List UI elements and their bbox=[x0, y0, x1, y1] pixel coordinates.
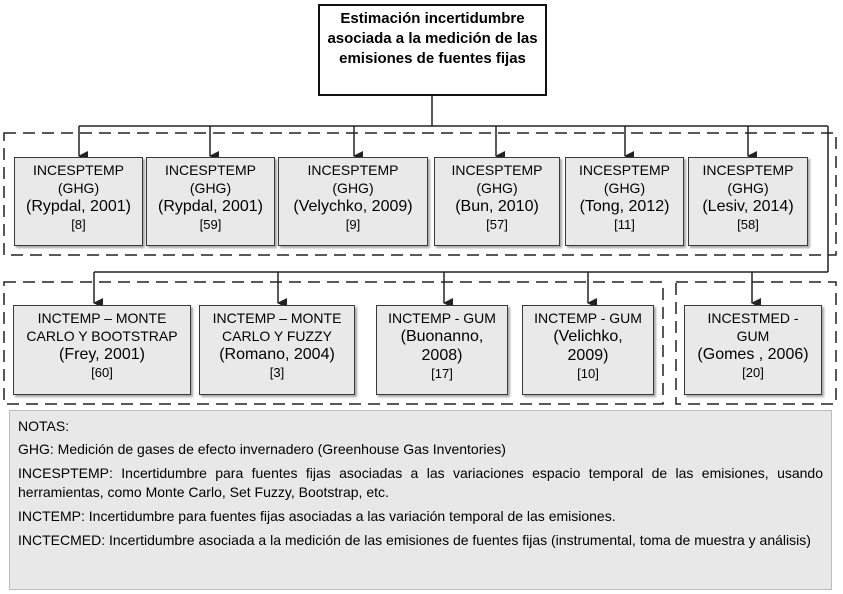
node-line-4: [3] bbox=[269, 365, 285, 380]
node-incesptemp-bun-57 bbox=[434, 157, 560, 246]
node-line-2: (GHG) bbox=[189, 180, 232, 196]
notes-title: NOTAS: bbox=[18, 418, 70, 434]
node-inctemp-gum-buonanno-17 bbox=[376, 305, 508, 395]
node-line-3: (Frey, 2001) bbox=[59, 346, 145, 363]
node-line-2: GUM bbox=[736, 328, 770, 344]
node-line-4: [59] bbox=[199, 217, 222, 232]
note-inctemp: INCTEMP: Incertidumbre para fuentes fijas asociadas a las variación temporal de las emisiones. bbox=[18, 508, 616, 524]
node-line-3: (Tong, 2012) bbox=[579, 198, 670, 215]
node-line-3: (Velychko, 2009) bbox=[293, 198, 413, 215]
node-line-4: [10] bbox=[577, 366, 599, 381]
node-line-4: [20] bbox=[742, 365, 764, 380]
root-line-4: fijas bbox=[495, 50, 526, 67]
node-inctemp-romano-3 bbox=[199, 305, 355, 395]
node-line-1: INCTEMP – MONTE bbox=[37, 310, 167, 326]
node-inctemp-frey-60 bbox=[13, 305, 191, 395]
node-line-1: INCESPTEMP bbox=[164, 162, 256, 178]
node-line-4: [57] bbox=[486, 217, 508, 232]
node-line-4: [58] bbox=[737, 217, 759, 232]
node-line-3: (Rypdal, 2001) bbox=[26, 198, 131, 215]
node-line-3: (Romano, 2004) bbox=[219, 346, 335, 363]
node-line-3: (Bun, 2010) bbox=[455, 198, 539, 215]
node-line-2: CARLO Y FUZZY bbox=[222, 328, 332, 344]
node-line-4: [8] bbox=[71, 217, 86, 232]
node-line-4: [9] bbox=[345, 217, 361, 232]
root-node bbox=[318, 4, 547, 96]
node-line-1: INCESPTEMP bbox=[702, 162, 794, 178]
node-line-3: 2008) bbox=[421, 347, 463, 364]
note-incesptemp: INCESPTEMP: Incertidumbre para fuentes fijas asociadas a las variaciones espacio temporal de las emisiones, usando herramientas, como Monte Carlo, Set Fuzzy, Bootstrap, etc. bbox=[18, 465, 823, 500]
node-line-4: [60] bbox=[91, 365, 113, 380]
node-incesptemp-velychko-9 bbox=[278, 157, 428, 246]
node-incestmed-gomes-20 bbox=[684, 305, 822, 395]
node-line-2: (GHG) bbox=[332, 180, 374, 196]
node-incesptemp-lesiv-58 bbox=[688, 157, 808, 246]
node-line-1: INCESPTEMP bbox=[578, 162, 670, 178]
node-line-3: (Gomes , 2006) bbox=[697, 346, 809, 363]
root-line-2: asociada a la medición de bbox=[327, 30, 513, 47]
node-line-3: 2009) bbox=[567, 347, 609, 364]
notes-panel bbox=[9, 410, 832, 590]
node-line-2: (GHG) bbox=[727, 180, 769, 196]
node-line-1: INCTEMP - GUM bbox=[388, 310, 496, 326]
root-line-1: Estimación incertidumbre bbox=[340, 10, 525, 27]
node-line-2: (GHG) bbox=[603, 180, 646, 196]
node-line-1: INCESPTEMP bbox=[451, 162, 543, 178]
node-incesptemp-rypdal-59 bbox=[146, 157, 275, 246]
node-line-1: INCTEMP – MONTE bbox=[212, 310, 342, 326]
node-inctemp-gum-velichko-10 bbox=[522, 305, 654, 395]
node-line-1: INCESPTEMP bbox=[307, 162, 399, 178]
note-inctecmed: INCTECMED: Incertidumbre asociada a la medición de las emisiones de fuentes fijas (instrumental, toma de muestra y análisis) bbox=[18, 532, 811, 548]
node-line-2: CARLO Y BOOTSTRAP bbox=[26, 328, 178, 344]
note-ghg: GHG: Medición de gases de efecto invernadero (Greenhouse Gas Inventories) bbox=[18, 441, 506, 457]
node-line-1: INCESTMED - bbox=[707, 310, 799, 326]
node-line-2: (GHG) bbox=[57, 180, 100, 196]
node-incesptemp-rypdal-8 bbox=[14, 157, 143, 246]
node-line-3: (Rypdal, 2001) bbox=[158, 198, 263, 215]
node-line-2: (Buonanno, bbox=[400, 328, 484, 345]
node-line-4: [17] bbox=[431, 366, 453, 381]
node-line-4: [11] bbox=[614, 217, 635, 232]
node-line-1: INCTEMP - GUM bbox=[534, 310, 642, 326]
node-incesptemp-tong-11 bbox=[565, 157, 684, 246]
root-line-3: las emisiones de fuentes bbox=[339, 30, 538, 67]
node-line-3: (Lesiv, 2014) bbox=[702, 198, 794, 215]
node-line-1: INCESPTEMP bbox=[32, 162, 124, 178]
node-line-2: (Velichko, bbox=[553, 328, 623, 345]
node-line-2: (GHG) bbox=[476, 180, 518, 196]
